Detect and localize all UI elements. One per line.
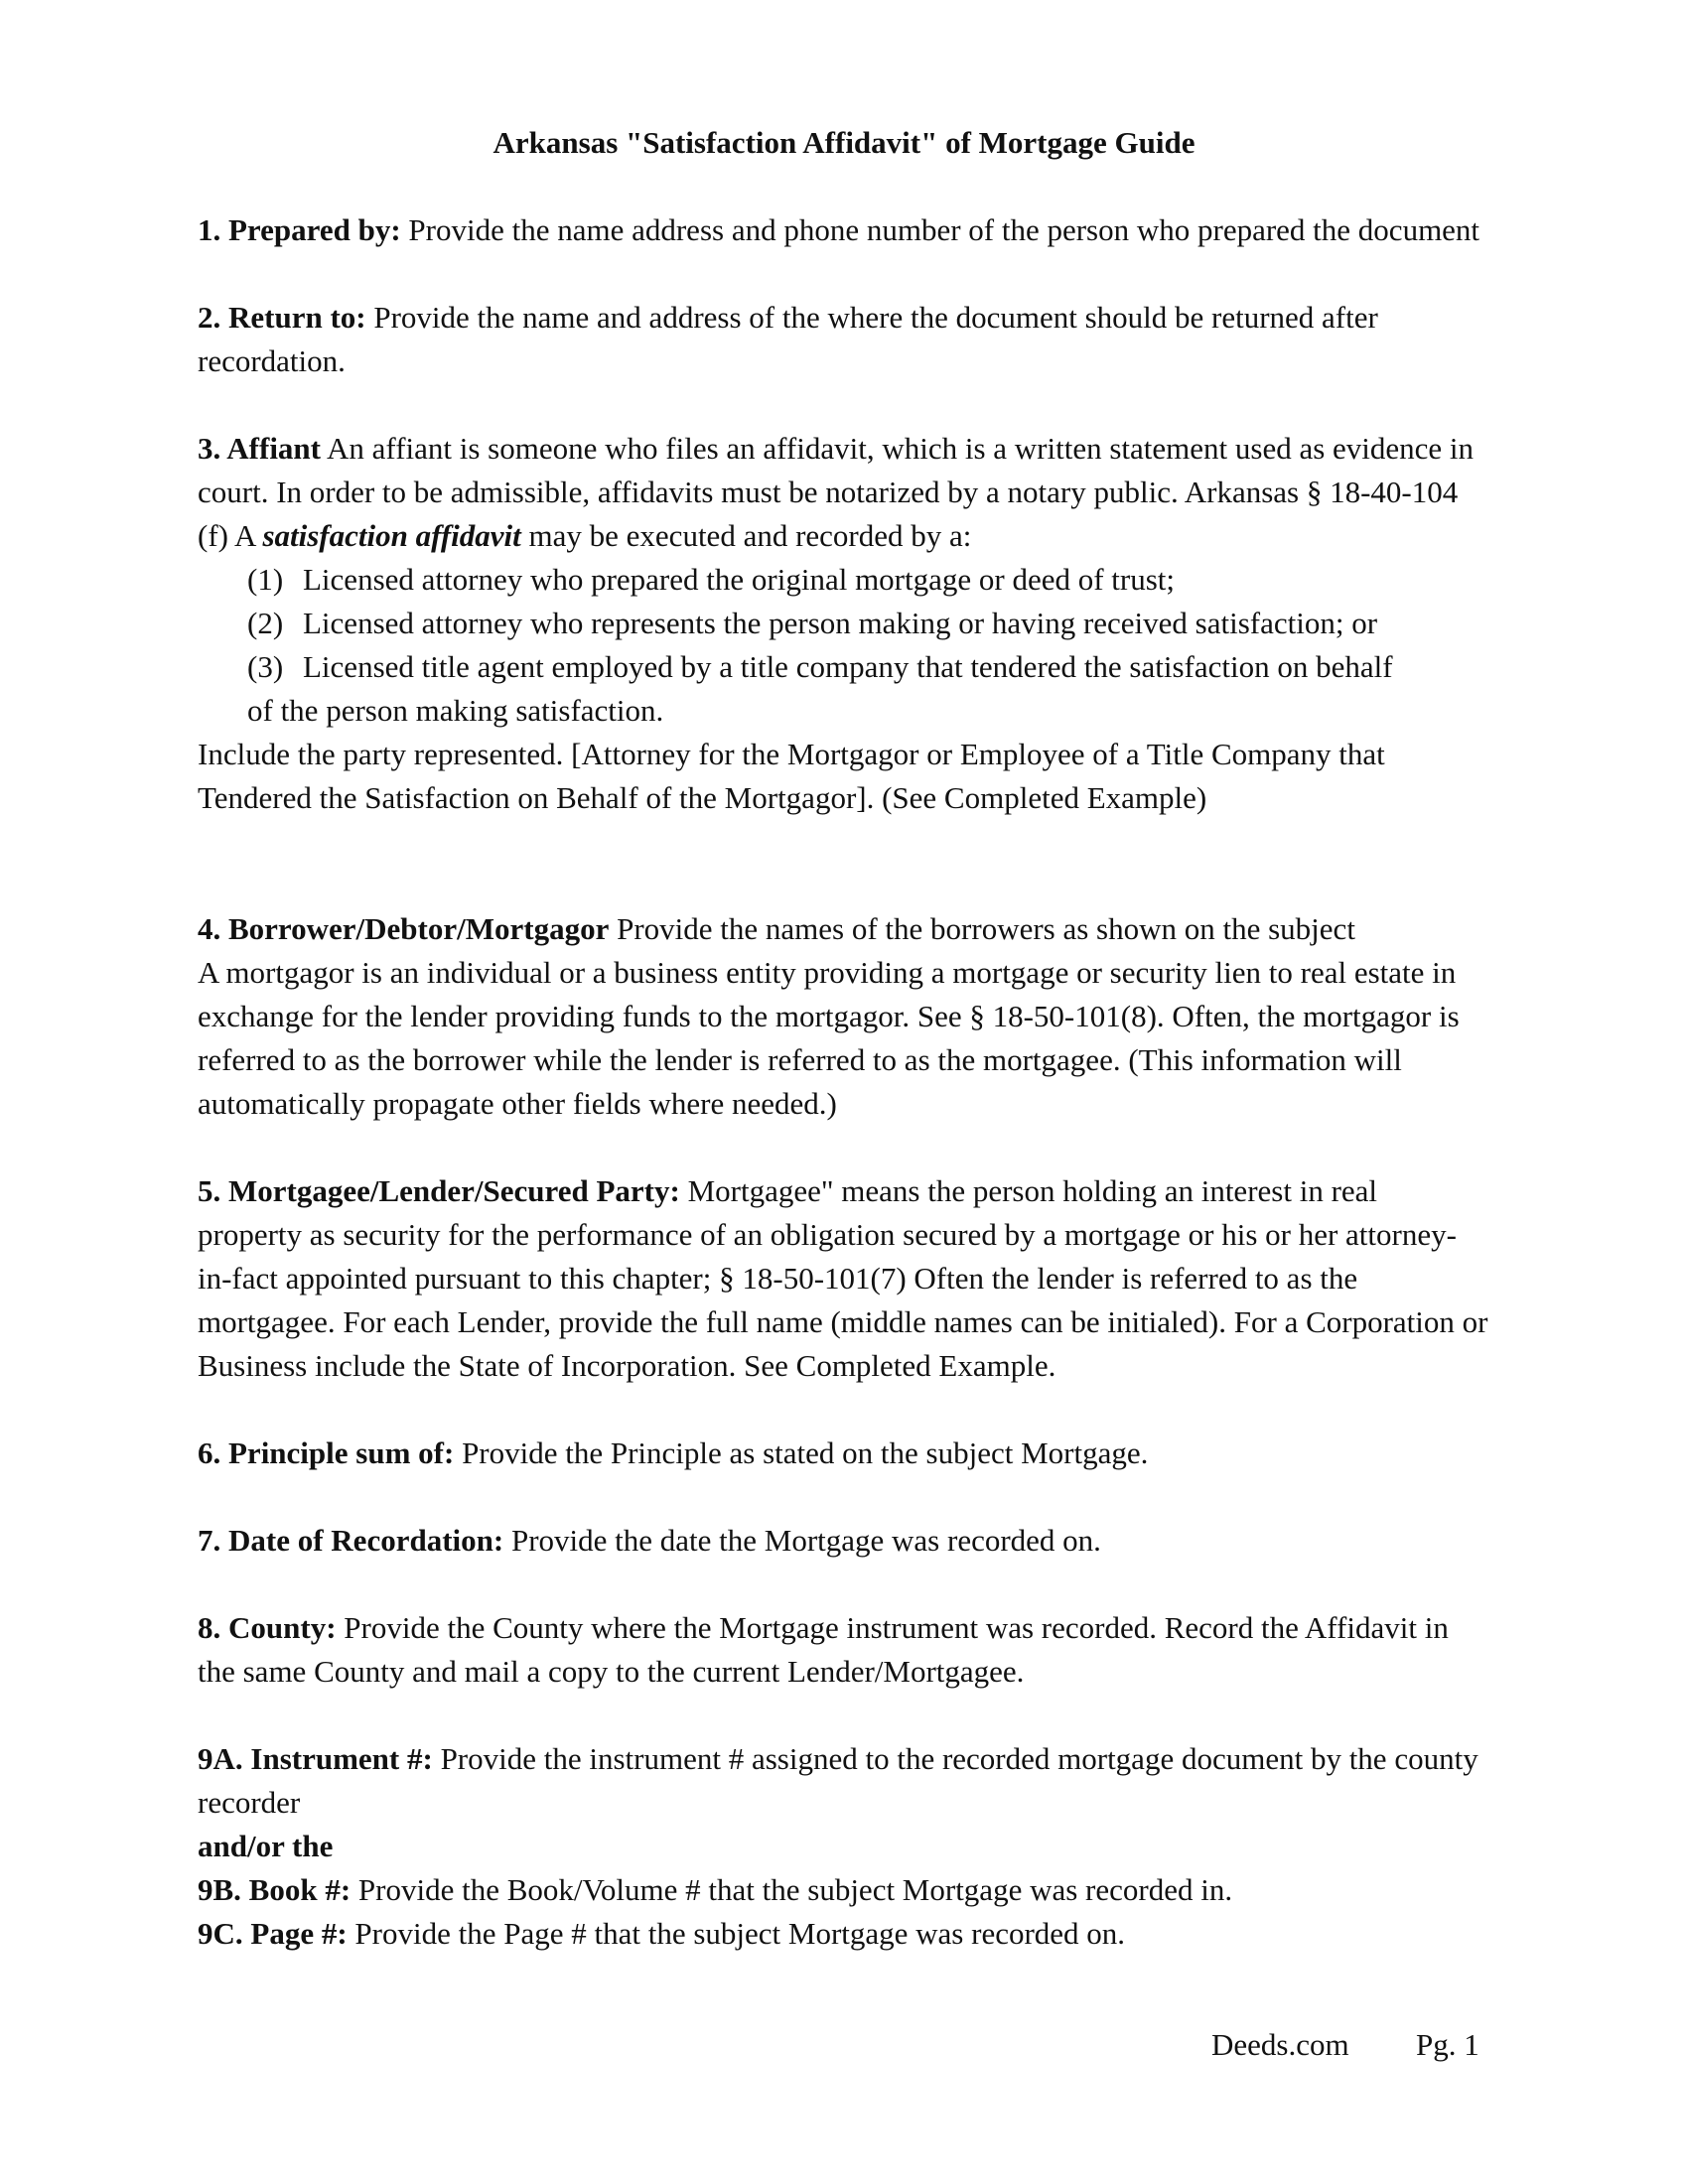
emphasis-term: satisfaction affidavit [262, 518, 521, 553]
section-return-to [198, 296, 1488, 383]
section-label: 8. County: [198, 1610, 337, 1645]
document-title: Arkansas "Satisfaction Affidavit" of Mortgage Guide [492, 125, 1196, 160]
section-county [198, 1606, 1488, 1694]
section-text: Provide the Book/Volume # that the subject Mortgage was recorded in. [351, 1872, 1233, 1907]
footer-page-number: Pg. 1 [1416, 2027, 1479, 2062]
section-label: 2. Return to: [198, 300, 366, 335]
section-label: 7. Date of Recordation: [198, 1523, 504, 1558]
and-or-connector: and/or the [198, 1829, 334, 1863]
section-label: 9A. Instrument #: [198, 1741, 433, 1776]
section-instrument-number [198, 1737, 1488, 1825]
section-mortgagee [198, 1169, 1488, 1388]
section-label: 4. Borrower/Debtor/Mortgagor [198, 911, 610, 946]
section-text: Mortgagee" means the person holding an interest in real property as security for the performance of an obligation secured by a mortgage or his or her attorney-in-fact appointed pursuant to this chapter; § 18-50-101(7) Often the lender is referred to as the mortgagee. For each Lender, provide the full name (middle names can be initialed). For a Corporation or Business include the State of Incorporation. See Completed Example. [198, 1173, 1488, 1383]
section-book-number [198, 1868, 1488, 1912]
section-prepared-by [198, 208, 1488, 252]
section-text: Provide the Principle as stated on the subject Mortgage. [454, 1435, 1149, 1470]
section-affiant [198, 427, 1488, 558]
section-text-after: may be executed and recorded by a: [520, 518, 972, 553]
affiant-list-item [198, 645, 1488, 733]
section-text: Provide the instrument # assigned to the recorded mortgage document by the county recorder [198, 1741, 1478, 1820]
section-text: An affiant is someone who files an affidavit, which is a written statement used as evidence in court. In order to be admissible, affidavits must be notarized by a notary public. Arkansas § 18-40-104 (f) A [198, 431, 1475, 553]
section-label: 1. Prepared by: [198, 212, 401, 247]
affiant-closing: Include the party represented. [Attorney for the Mortgagor or Employee of a Title Company that Tendered the Satisfaction on Behalf of the Mortgagor]. (See Completed Example) [198, 737, 1385, 815]
section-page-number [198, 1912, 1488, 1956]
list-text: Licensed attorney who prepared the original mortgage or deed of trust; [303, 562, 1176, 597]
section-text: Provide the names of the borrowers as shown on the subject [609, 911, 1355, 946]
list-text: Licensed attorney who represents the person making or having received satisfaction; or [303, 606, 1378, 640]
borrower-description: A mortgagor is an individual or a business entity providing a mortgage or security lien to real estate in exchange for the lender providing funds to the mortgagor. See § 18-50-101(8). Often, the mortgagor is referred to as the borrower while the lender is referred to as the mortgagee. (This information will automatically propagate other fields where needed.) [198, 955, 1460, 1121]
section-text: Provide the County where the Mortgage instrument was recorded. Record the Affidavit in the same County and mail a copy to the current Lender/Mortgagee. [198, 1610, 1449, 1689]
section-label: 5. Mortgagee/Lender/Secured Party: [198, 1173, 680, 1208]
section-borrower [198, 907, 1488, 951]
list-number: (3) [247, 649, 284, 684]
section-text: Provide the name address and phone number of the person who prepared the document [400, 212, 1480, 247]
section-label: 9B. Book #: [198, 1872, 352, 1907]
affiant-list-item [198, 558, 1488, 602]
section-text: Provide the date the Mortgage was recorded on. [503, 1523, 1101, 1558]
section-text: Provide the name and address of the where the document should be returned after recordation. [198, 300, 1378, 378]
list-text-continued: of the person making satisfaction. [247, 693, 664, 728]
list-number: (2) [247, 606, 284, 640]
footer-site-name: Deeds.com [1211, 2027, 1349, 2062]
section-text: Provide the Page # that the subject Mortgage was recorded on. [347, 1916, 1126, 1951]
section-date-of-recordation [198, 1519, 1488, 1563]
list-text: Licensed title agent employed by a title company that tendered the satisfaction on behalf [303, 649, 1393, 684]
list-number: (1) [247, 562, 284, 597]
section-label: 3. Affiant [198, 431, 321, 466]
document-body [198, 208, 1488, 1956]
section-label: 6. Principle sum of: [198, 1435, 455, 1470]
section-label: 9C. Page #: [198, 1916, 348, 1951]
affiant-list-item [198, 602, 1488, 645]
section-principle-sum [198, 1432, 1488, 1475]
